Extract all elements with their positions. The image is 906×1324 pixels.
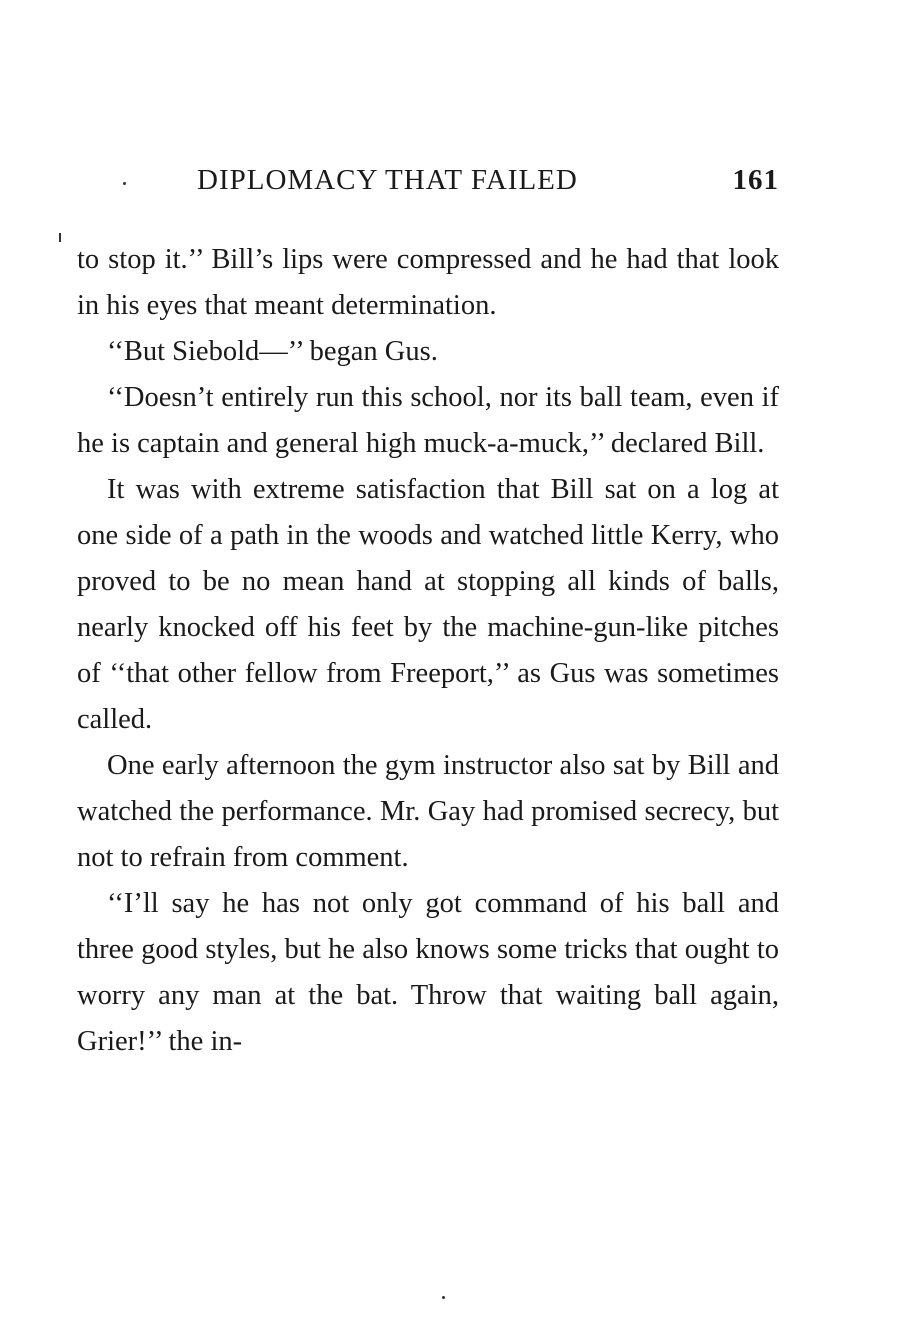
print-speck <box>59 233 61 242</box>
running-head <box>77 164 779 204</box>
running-title: DIPLOMACY THAT FAILED <box>197 164 578 196</box>
page-number: 161 <box>732 164 779 196</box>
paragraph: It was with extreme satisfaction that Bill sat on a log at one side of a path in the woods and watched little Kerry, who proved to be no mean hand at stopping all kinds of balls, nearly knocked off his feet by the machine-gun-like pitches of ‘‘that other fellow from Freeport,’’ as Gus was sometimes called. <box>77 474 779 735</box>
paragraph-continued: to stop it.’’ Bill’s lips were compressed and he had that look in his eyes that meant determination. <box>77 244 779 321</box>
paragraph: ‘‘But Siebold—’’ began Gus. <box>107 336 438 367</box>
body-text <box>77 237 779 1065</box>
paragraph: ‘‘Doesn’t entirely run this school, nor its ball team, even if he is captain and general high muck-a-muck,’’ declared Bill. <box>77 382 779 459</box>
paragraph: One early afternoon the gym instructor also sat by Bill and watched the performance. Mr. Gay had promised secrecy, but not to refrain from comment. <box>77 750 779 873</box>
paragraph: ‘‘I’ll say he has not only got command of his ball and three good styles, but he also knows some tricks that ought to worry any man at the bat. Throw that waiting ball again, Grier!’’ the in- <box>77 888 779 1057</box>
print-speck <box>442 1296 445 1299</box>
